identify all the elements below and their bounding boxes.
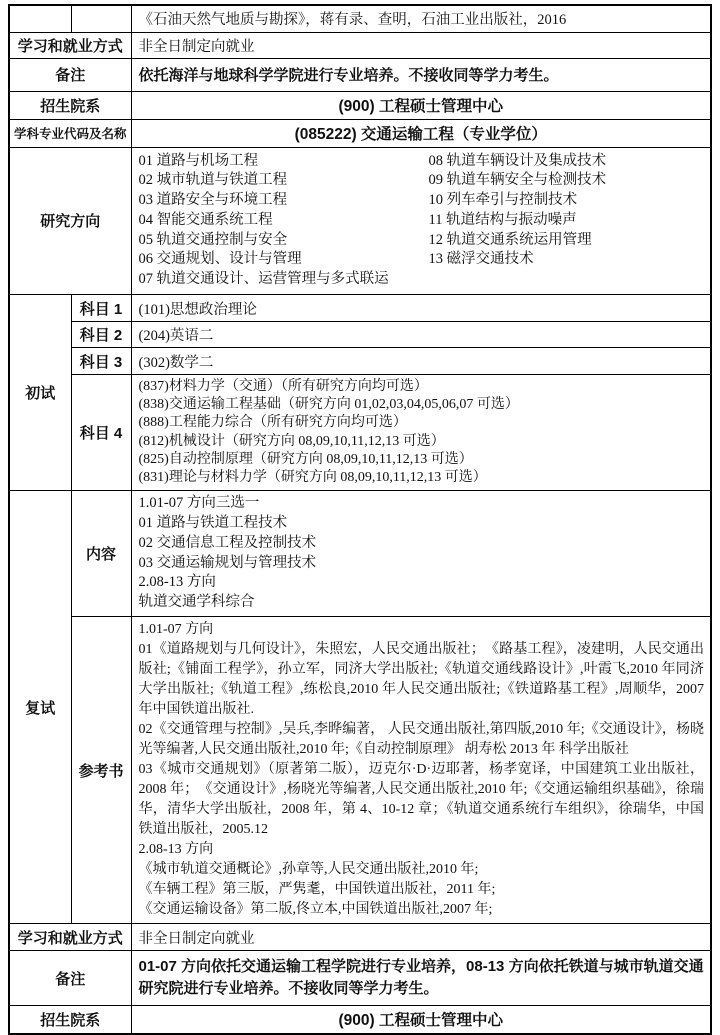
content-line: 2.08-13 方向 bbox=[138, 574, 216, 591]
subject4-option: (888)工程能力综合（所有研究方向均可选） bbox=[138, 415, 407, 431]
department-label: 招生院系 bbox=[9, 1006, 131, 1034]
table-row bbox=[9, 5, 711, 32]
research-direction-item: 04 智能交通系统工程 bbox=[138, 211, 273, 228]
study-mode-label: 学习和就业方式 bbox=[9, 924, 131, 951]
study-mode-label: 学习和就业方式 bbox=[9, 32, 131, 58]
research-directions-right-column bbox=[429, 152, 707, 291]
content-label: 内容 bbox=[71, 491, 131, 617]
research-directions-columns bbox=[132, 148, 711, 295]
table-row bbox=[9, 375, 711, 491]
table-row bbox=[9, 924, 711, 951]
reference-paragraph: 02《交通管理与控制》,吴兵,李晔编著， 人民交通出版社,第四版,2010 年;《交通设计》，杨晓光等编著,人民交通出版社,2010 年;《自动控制原理》 胡寿松 2013 年 科学出版社 bbox=[138, 722, 704, 758]
table-row bbox=[9, 322, 711, 348]
subject4-cell bbox=[131, 375, 711, 491]
table-row bbox=[9, 119, 711, 147]
subject1-value: (101)思想政治理论 bbox=[131, 295, 711, 322]
subject4-options bbox=[132, 375, 711, 490]
reference-paragraph: 1.01-07 方向 bbox=[138, 622, 214, 638]
subject2-value: (204)英语二 bbox=[131, 322, 711, 348]
department-label: 招生院系 bbox=[9, 91, 131, 119]
subject4-option: (825)自动控制原理（研究方向 08,09,10,11,12,13 可选） bbox=[138, 451, 473, 467]
research-direction-item: 08 轨道车辆设计及集成技术 bbox=[428, 152, 607, 169]
table-row bbox=[9, 491, 711, 617]
subject3-label: 科目 3 bbox=[71, 348, 131, 375]
research-directions-cell bbox=[131, 147, 711, 295]
subject4-option: (831)理论与材料力学（研究方向 08,09,10,11,12,13 可选） bbox=[138, 470, 487, 486]
department-value: (900) 工程硕士管理中心 bbox=[131, 91, 711, 119]
reference-paragraph: 《城市轨道交通概论》,孙章等,人民交通出版社,2010 年; bbox=[138, 862, 479, 878]
table-row bbox=[9, 147, 711, 295]
major-code-value: (085222) 交通运输工程（专业学位） bbox=[131, 119, 711, 147]
reference-paragraph: 03《城市交通规划》（原著第二版），迈克尔·D·迈耶著，杨孝宽译，中国建筑工业出版社，2008 年； 《交通设计》,杨晓光等编著,人民交通出版社,2010 年;《交通运输组织基础》，徐瑞华，清华大学出版社，2008 年，第 4、10-12 章；《轨道交通系统行车组织》，徐瑞华，中国铁道出版社，2005.12 bbox=[138, 762, 704, 838]
research-directions-left-column bbox=[139, 152, 429, 291]
research-directions-label: 研究方向 bbox=[9, 147, 131, 295]
table-row bbox=[9, 617, 711, 924]
remark-label: 备注 bbox=[9, 58, 131, 91]
study-mode-value: 非全日制定向就业 bbox=[131, 924, 711, 951]
research-direction-item: 07 轨道交通设计、运营管理与多式联运 bbox=[138, 271, 389, 288]
research-direction-item: 11 轨道结构与振动噪声 bbox=[428, 211, 577, 228]
second-exam-label: 复试 bbox=[9, 491, 71, 924]
empty-cell bbox=[9, 5, 71, 32]
reference-paragraph: 01《道路规划与几何设计》，朱照宏，人民交通出版社； 《路基工程》，凌建明，人民交通出版社;《铺面工程学》，孙立军，同济大学出版社;《轨道交通线路设计》,叶霞飞,2010 年同济大学出版社;《轨道工程》,练松良,2010 年人民交通出版社;《铁道路基工程》,周顺华，2007 年中国铁道出版社. bbox=[138, 642, 704, 718]
content-lines bbox=[132, 491, 711, 616]
research-direction-item: 05 轨道交通控制与安全 bbox=[138, 231, 288, 248]
reference-paragraph: 2.08-13 方向 bbox=[138, 842, 214, 858]
first-exam-label: 初试 bbox=[9, 295, 71, 491]
reference-paragraph: 《交通运输设备》第二版,佟立本,中国铁道出版社,2007 年; bbox=[138, 902, 493, 918]
table-row bbox=[9, 951, 711, 1006]
content-line: 01 道路与铁道工程技术 bbox=[138, 515, 288, 532]
reference-continuation-text: 《石油天然气地质与勘探》，蒋有录、查明，石油工业出版社，2016 bbox=[131, 5, 711, 32]
table-row bbox=[9, 295, 711, 322]
content-cell bbox=[131, 491, 711, 617]
research-direction-item: 09 轨道车辆安全与检测技术 bbox=[428, 172, 607, 189]
remark-value: 01-07 方向依托交通运输工程学院进行专业培养，08-13 方向依托铁道与城市轨道交通研究院进行专业培养。不接收同等学力考生。 bbox=[131, 951, 711, 1006]
subject4-option: (837)材料力学（交通）（所有研究方向均可选） bbox=[138, 379, 428, 395]
research-direction-item: 12 轨道交通系统运用管理 bbox=[428, 231, 592, 248]
research-direction-item: 10 列车牵引与控制技术 bbox=[428, 192, 578, 209]
content-line: 1.01-07 方向三选一 bbox=[138, 495, 260, 512]
references-label: 参考书 bbox=[71, 617, 131, 924]
research-direction-item: 06 交通规划、设计与管理 bbox=[138, 251, 302, 268]
content-line: 轨道交通学科综合 bbox=[138, 594, 255, 611]
subject4-label: 科目 4 bbox=[71, 375, 131, 491]
subject3-value: (302)数学二 bbox=[131, 348, 711, 375]
subject4-option: (812)机械设计（研究方向 08,09,10,11,12,13 可选） bbox=[138, 433, 445, 449]
remark-value: 依托海洋与地球科学学院进行专业培养。不接收同等学力考生。 bbox=[131, 58, 711, 91]
department-value: (900) 工程硕士管理中心 bbox=[131, 1006, 711, 1034]
table-row bbox=[9, 91, 711, 119]
content-line: 02 交通信息工程及控制技术 bbox=[138, 534, 317, 551]
research-direction-item: 02 城市轨道与铁道工程 bbox=[138, 172, 288, 189]
research-direction-item: 01 道路与机场工程 bbox=[138, 152, 259, 169]
empty-cell bbox=[71, 5, 131, 32]
remark-label: 备注 bbox=[9, 951, 131, 1006]
table-row bbox=[9, 58, 711, 91]
subject2-label: 科目 2 bbox=[71, 322, 131, 348]
reference-paragraphs bbox=[132, 617, 711, 923]
table-row bbox=[9, 348, 711, 375]
admission-info-table bbox=[8, 4, 712, 1035]
research-direction-item: 03 道路安全与环境工程 bbox=[138, 192, 288, 209]
research-direction-item: 13 磁浮交通技术 bbox=[428, 251, 534, 268]
table-row bbox=[9, 32, 711, 58]
references-cell bbox=[131, 617, 711, 924]
study-mode-value: 非全日制定向就业 bbox=[131, 32, 711, 58]
reference-paragraph: 《车辆工程》第三版，严隽耄，中国铁道出版社，2011 年; bbox=[138, 882, 496, 898]
major-code-label: 学科专业代码及名称 bbox=[9, 119, 131, 147]
subject1-label: 科目 1 bbox=[71, 295, 131, 322]
subject4-option: (838)交通运输工程基础（研究方向 01,02,03,04,05,06,07 可选） bbox=[138, 397, 519, 413]
content-line: 03 交通运输规划与管理技术 bbox=[138, 554, 317, 571]
